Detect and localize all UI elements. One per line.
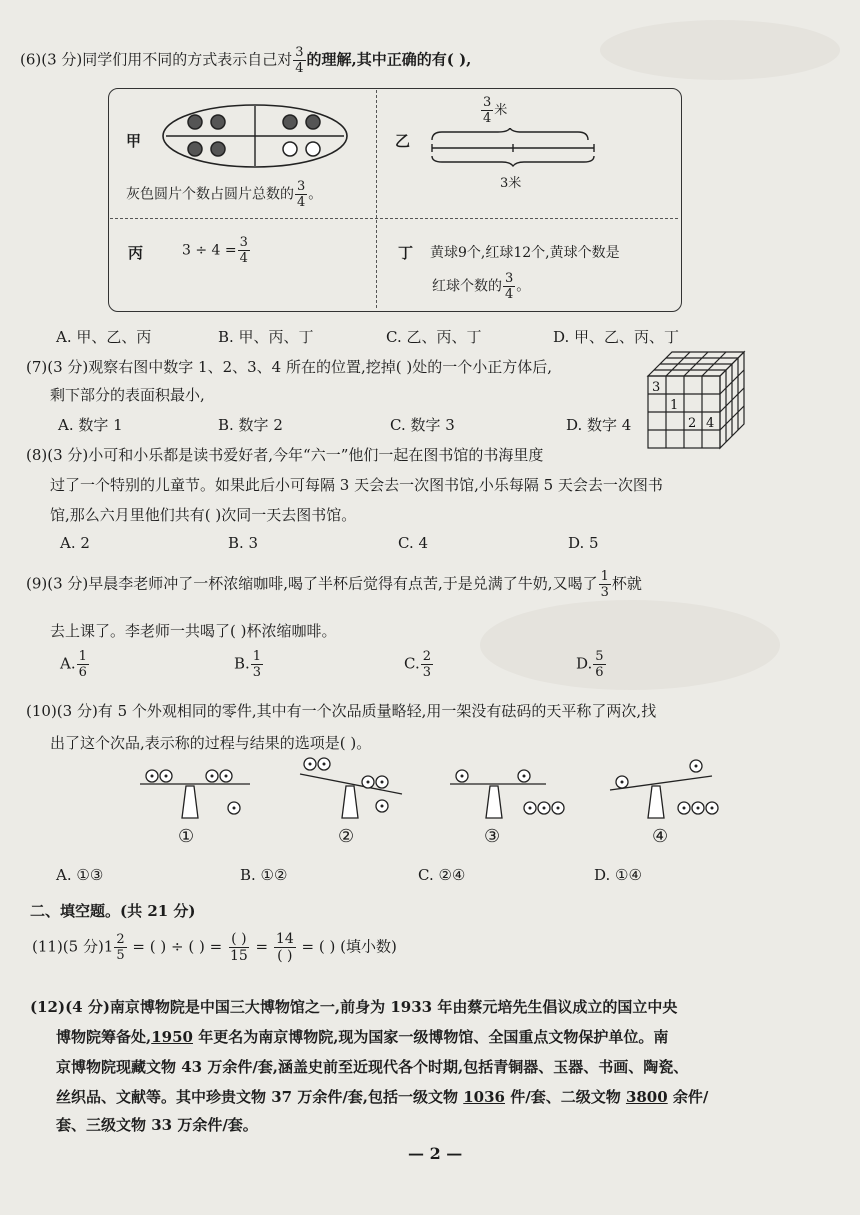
scale-2 <box>290 756 420 846</box>
jia-text: 灰色圆片个数占圆片总数的 $\frac{3}{4}$ 。 <box>126 179 323 210</box>
q7-option-c[interactable]: C. 数字 3 <box>390 416 455 434</box>
q12-line2: 博物院筹备处,1950 年更名为南京博物院,现为国家一级博物馆、全国重点文物保护单位。南 <box>56 1028 669 1046</box>
q8-line3: 馆,那么六月里他们共有( )次同一天去图书馆。 <box>50 506 357 524</box>
cube-label-4: 4 <box>706 416 715 431</box>
fraction: $\frac{3}{4}$ <box>295 45 304 76</box>
bar-diagram <box>428 128 598 168</box>
q10-option-b[interactable]: B. ①② <box>240 866 288 884</box>
section-heading: 二、填空题。(共 21 分) <box>30 902 196 920</box>
q10-option-c[interactable]: C. ②④ <box>418 866 466 884</box>
q7-line2: 剩下部分的表面积最小, <box>50 386 205 404</box>
yi-top-label: $\frac{3}{4}$ 米 <box>483 95 508 126</box>
scan-shadow <box>480 600 780 690</box>
q12-line4: 丝织品、文献等。其中珍贵文物 37 万余件/套,包括一级文物 1036 件/套、二级文物 3800 余件/ <box>56 1088 709 1106</box>
q6-option-d[interactable]: D. 甲、乙、丙、丁 <box>553 328 680 346</box>
q7-line1: (7)(3 分)观察右图中数字 1、2、3、4 所在的位置,挖掉( )处的一个小正方体后, <box>26 358 552 376</box>
q9-line2: 去上课了。李老师一共喝了( )杯浓缩咖啡。 <box>50 622 337 640</box>
scan-shadow <box>600 20 840 80</box>
q10-line1: (10)(3 分)有 5 个外观相同的零件,其中有一个次品质量略轻,用一架没有砝码的天平称了两次,找 <box>26 702 657 720</box>
cube-label-2: 2 <box>688 416 697 431</box>
q9-option-d[interactable]: D. $\frac{5}{6}$ <box>576 649 604 680</box>
divider <box>376 90 377 308</box>
scale-1 <box>130 760 260 850</box>
q6-stem-text: (6)(3 分)同学们用不同的方式表示自己对 <box>20 50 293 69</box>
cube-label-3: 3 <box>652 380 661 395</box>
q8-option-a[interactable]: A. 2 <box>60 534 90 552</box>
q12-line1: (12)(4 分)南京博物院是中国三大博物馆之一,前身为 1933 年由蔡元培先生倡议成立的国立中央 <box>30 998 678 1016</box>
bing-label: 丙 <box>128 244 144 262</box>
page-number: — 2 — <box>408 1144 463 1163</box>
q7-option-d[interactable]: D. 数字 4 <box>566 416 632 434</box>
q10-line2: 出了这个次品,表示称的过程与结果的选项是( )。 <box>50 734 372 752</box>
divider <box>110 218 678 219</box>
ding-label: 丁 <box>398 244 414 262</box>
q7-option-b[interactable]: B. 数字 2 <box>218 416 283 434</box>
q10-option-d[interactable]: D. ①④ <box>594 866 642 884</box>
q12-line3: 京博物院现藏文物 43 万余件/套,涵盖史前至近现代各个时期,包括青铜器、玉器、书画、陶瓷、 <box>56 1058 689 1076</box>
yi-bottom-label: 3米 <box>500 176 522 191</box>
cube-label-1: 1 <box>670 398 679 413</box>
q8-option-b[interactable]: B. 3 <box>228 534 259 552</box>
q9-option-b[interactable]: B. $\frac{1}{3}$ <box>234 649 262 680</box>
scale-2-label: ② <box>338 826 355 847</box>
q8-option-d[interactable]: D. 5 <box>568 534 599 552</box>
scale-1-label: ① <box>178 826 195 847</box>
q10-option-a[interactable]: A. ①③ <box>56 866 104 884</box>
q9-option-a[interactable]: A. $\frac{1}{6}$ <box>60 649 87 680</box>
circles-figure <box>160 102 350 170</box>
ding-line1: 黄球9个,红球12个,黄球个数是 <box>430 245 620 261</box>
scale-3-label: ③ <box>484 826 501 847</box>
scale-4-label: ④ <box>652 826 669 847</box>
ding-line2: 红球个数的 $\frac{3}{4}$ 。 <box>432 271 531 302</box>
q12-line5: 套、三级文物 33 万余件/套。 <box>56 1116 258 1134</box>
q7-option-a[interactable]: A. 数字 1 <box>58 416 123 434</box>
q6-stem-text-2: 的理解,其中正确的有( ), <box>306 50 472 69</box>
q9-line1: (9)(3 分)早晨李老师冲了一杯浓缩咖啡,喝了半杯后觉得有点苦,于是兑满了牛奶,又喝了 $\frac{1}{3}$ 杯就 <box>26 569 642 600</box>
q8-option-c[interactable]: C. 4 <box>398 534 429 552</box>
scale-3 <box>440 760 580 850</box>
q6-stem <box>20 46 471 75</box>
q11-line: (11)(5 分)1 $\frac{2}{5}$ = ( ) ÷ ( ) = $\frac{( )}{15}$ = $\frac{14}{( )}$ = ( ) (填小数) <box>32 931 397 964</box>
yi-label: 乙 <box>395 132 411 150</box>
q6-option-c[interactable]: C. 乙、丙、丁 <box>386 328 482 346</box>
q8-line2: 过了一个特别的儿童节。如果此后小可每隔 3 天会去一次图书馆,小乐每隔 5 天会去一次图书 <box>50 476 663 494</box>
bing-expression: 3 ÷ 4 = $\frac{3}{4}$ <box>182 235 248 266</box>
q9-option-c[interactable]: C. $\frac{2}{3}$ <box>404 649 431 680</box>
q8-line1: (8)(3 分)小可和小乐都是读书爱好者,今年“六一”他们一起在图书馆的书海里度 <box>26 446 544 464</box>
q6-option-a[interactable]: A. 甲、乙、丙 <box>56 328 152 346</box>
jia-label: 甲 <box>126 132 142 150</box>
q6-option-b[interactable]: B. 甲、丙、丁 <box>218 328 314 346</box>
cube-figure <box>646 350 750 454</box>
